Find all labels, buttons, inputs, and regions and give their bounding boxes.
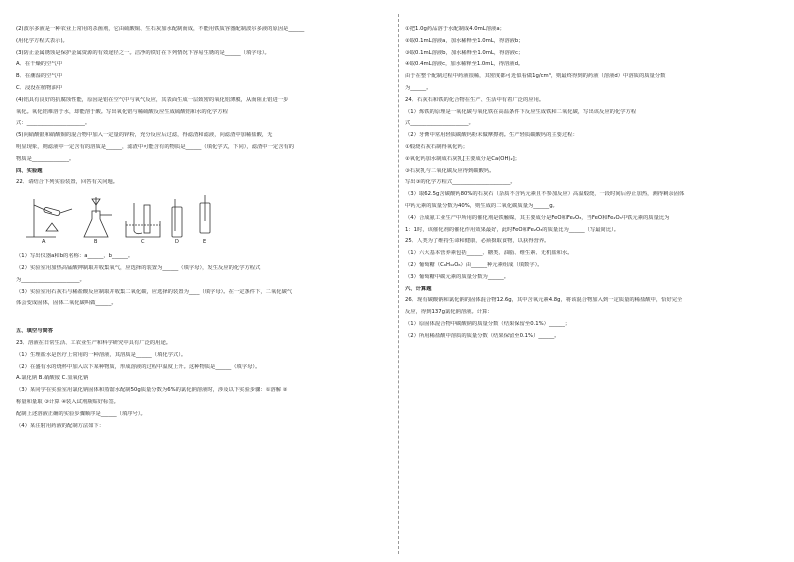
text-line: （2）在盛有水的烧杯中加入以下某种物质，形成溶液的过程中温度上升。这种物质是______（填字母）。 xyxy=(16,363,261,370)
text-line: 物质是______________。 xyxy=(16,155,75,162)
text-line: ④取0.4mL溶液c，加水稀释至1.0mL，得溶液d。 xyxy=(405,61,524,68)
text-line: （1）原固体混合物中碳酸钠的质量分数（结果保留至0.1%）______； xyxy=(405,320,571,327)
text-line: (2)波尔多液是一种农业上常用的杀菌剂，它由硫酸铜、生石灰加水配制而成，不能用铁质容器配制波尔多液的原因是______ xyxy=(16,26,305,32)
text-line: 25．人类为了维持生命和健康，必须摄取食物，以获得营养。 xyxy=(405,238,550,245)
text-line: 1：1时，该催化剂的催化作用效果最好，此时FeO和Fe₂O₃的质量比为______（写最简比）。 xyxy=(405,226,620,233)
text-line: 式______________________。 xyxy=(405,120,474,127)
text-line: （1）炼铁的原理是一氧化碳与氧化铁在高温条件下反应生成铁和二氧化碳，写出该反应的化学方程 xyxy=(405,108,637,115)
text-line: (用化学方程式表示)。 xyxy=(16,37,68,44)
text-line: 为______。 xyxy=(405,84,432,91)
text-line: （3）实验室用石灰石与稀盐酸反应制取并收集二氧化碳，应选择的装置为____（填字母）。在一定条件下，二氧化碳气 xyxy=(16,288,293,295)
text-line: 26．现有碳酸钠和氯化钠的固体混合物12.6g，其中含氧元素4.8g，将该混合物加入到一定质量的稀盐酸中，恰好完全 xyxy=(405,297,683,304)
section-heading-experiment: 四、实验题 xyxy=(16,167,43,174)
left-column xyxy=(16,26,388,434)
apparatus-label-a: A xyxy=(42,239,46,246)
text-line: 由于在整个配制过程中药液很稀，其密度都可近似看做1g/cm³，则最终得到的药液（溶液d）中溶质的质量分数 xyxy=(405,73,666,80)
text-line: 写出③的化学方程式______________________。 xyxy=(405,179,516,186)
text-line: (5)向硝酸银和硝酸铜的混合物中加入一定量的锌粉，充分反应后过滤，得滤渣和滤液，向滤渣中加稀盐酸，无 xyxy=(16,132,273,139)
text-line: B．在潮湿的空气中 xyxy=(16,73,63,80)
section-heading-calculation: 六、计算题 xyxy=(405,285,432,292)
text-line: （4）某注射用药液的配制方法如下： xyxy=(16,422,105,429)
text-line: 为______________________。 xyxy=(16,276,85,283)
apparatus-label-c: C xyxy=(141,239,145,246)
text-line: (3)防止金属锈蚀是保护金属资源的有效途径之一。洁净的铁钉在下列情况下容易生锈的是______（填字母）。 xyxy=(16,49,270,56)
apparatus-label-d: D xyxy=(175,239,179,246)
right-column xyxy=(405,26,777,345)
text-line: 体会变成固体，固体二氧化碳叫做______。 xyxy=(16,300,117,307)
text-line: 中钙元素的质量分数为40%，则生成的二氧化碳质量为______g。 xyxy=(405,202,558,209)
text-line: （3）取62.5g含碳酸钙80%的石灰石（杂质不含钙元素且不参加反应）高温煅烧，一段时间后停止加热，测得剩余固体 xyxy=(405,191,685,198)
text-line: ②氧化钙加水制成石灰乳[主要成分是Ca(OH)₂]； xyxy=(405,155,520,162)
text-line: （1）六大基本营养素包括______、糖类、油脂、维生素、无机盐和水。 xyxy=(405,250,573,257)
text-line: ③石灰乳与二氧化碳反应得到碳酸钙。 xyxy=(405,167,495,174)
text-line: （1）写出仪器a和b的名称：a______，b______。 xyxy=(16,253,134,260)
section-heading-fill-in: 五、填空与简答 xyxy=(16,328,54,335)
text-line: 明显现象，则滤液中一定含有的溶质是______，滤渣中可能含有的物质是______（填化学式，下同），滤渣中一定含有的 xyxy=(16,143,295,150)
text-line: ①煅烧石灰石制得氧化钙； xyxy=(405,143,469,150)
text-line: ②取0.1mL溶液a，加水稀释至1.0mL，得溶液b； xyxy=(405,37,524,44)
text-line: C．浸没在植物油中 xyxy=(16,84,63,91)
lab-apparatus-figure xyxy=(22,191,222,247)
text-line: 反应，得到137g氯化钠溶液。计算： xyxy=(405,309,493,316)
text-line: ①把1.0g药品溶于水配制成4.0mL溶液a； xyxy=(405,26,505,32)
text-line: （2）所用稀盐酸中溶质的质量分数（结果保留至0.1%）______。 xyxy=(405,332,560,339)
text-line: 式：______________________。 xyxy=(16,120,91,127)
text-line: 24．石灰石和铁的化合物在生产、生活中有着广泛的应用。 xyxy=(405,96,545,103)
text-line: （1）生理盐水是医疗上常用的一种溶液，其溶质是______（填化学式）。 xyxy=(16,351,187,358)
text-line: （2）牙膏中常用轻质碳酸钙粉末做摩擦剂。生产轻质碳酸钙的主要过程： xyxy=(405,132,578,139)
apparatus-label-e: E xyxy=(203,239,207,246)
text-line: 23．溶液在日常生活、工农业生产和科学研究中具有广泛的用途。 xyxy=(16,339,172,346)
apparatus-drawing xyxy=(22,191,222,239)
text-line: （3）某同学在实验室用氯化钠固体和蒸馏水配制50g质量分数为6%的氯化钠溶液时，涉及以下实验步骤：①溶解 ② xyxy=(16,387,288,394)
text-line: 氧化。氧化铝难溶于水，却能溶于酸。写出氧化铝与稀硫酸反应生成硫酸铝和水的化学方程 xyxy=(16,108,228,115)
text-line: （3）葡萄糖中碳元素的质量分数为______。 xyxy=(405,273,510,280)
text-line: ③取0.1mL溶液b，加水稀释至1.0mL，得溶液c； xyxy=(405,49,524,56)
text-line: （2）实验室用加热高锰酸钾制取并收集氧气，应选择的装置为______（填字母），发生反应的化学方程式 xyxy=(16,264,261,271)
question-22-stem: 22．请结合下列实验装置，回答有关问题。 xyxy=(16,179,119,186)
column-divider xyxy=(398,14,399,554)
text-line: (4)铝具有良好的抗腐蚀性能，原因是铝在空气中与氧气反应，其表面生成一层致密的氧化铝薄膜，从而阻止铝进一步 xyxy=(16,96,289,103)
text-line: A.氯化钠 B.硝酸铵 C.氢氧化钠 xyxy=(16,375,89,382)
apparatus-label-b: B xyxy=(94,239,98,246)
text-line: 称量和量取 ③计算 ④装入试剂瓶贴好标签。 xyxy=(16,398,119,405)
text-line: （2）葡萄糖（C₆H₁₂O₆）由______种元素组成（填数字）。 xyxy=(405,261,543,268)
text-line: 配制上述溶液正确的实验步骤顺序是______（填序号）。 xyxy=(16,410,146,417)
text-line: （4）合成氨工业生产中所用的催化剂是铁触媒，其主要成分是FeO和Fe₂O₃，当FeO和Fe₂O₃中铁元素的质量比为 xyxy=(405,214,670,221)
text-line: A．在干燥的空气中 xyxy=(16,61,62,68)
